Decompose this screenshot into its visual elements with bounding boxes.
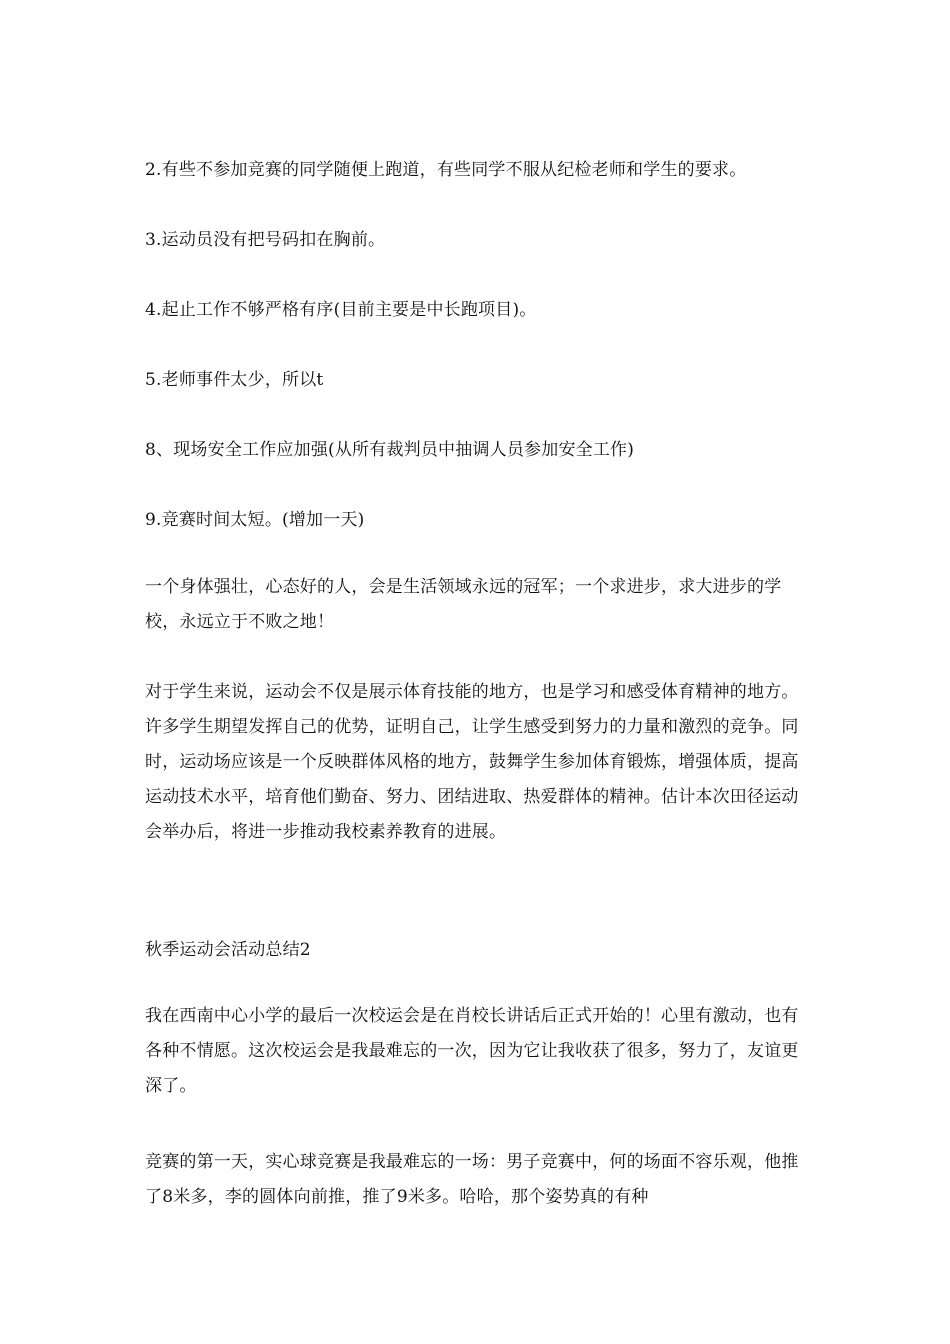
paragraph-item-5: 5.老师事件太少，所以t <box>145 370 324 390</box>
paragraph-item-3: 3.运动员没有把号码扣在胸前。 <box>145 230 386 250</box>
paragraph-motto: 一个身体强壮，心态好的人，会是生活领域永远的冠军；一个求进步，求大进步的学校，永远立于不败之地！ <box>145 577 782 632</box>
paragraph-item-4: 4.起止工作不够严格有序(目前主要是中长跑项目)。 <box>145 300 537 320</box>
paragraph-school-meet: 我在西南中心小学的最后一次校运会是在肖校长讲话后正式开始的！心里有激动，也有各种不情愿。这次校运会是我最难忘的一次，因为它让我收获了很多，努力了，友谊更深了。 <box>145 1006 799 1096</box>
paragraph-item-9: 9.竞赛时间太短。(增加一天) <box>145 510 365 530</box>
paragraph-first-day: 竞赛的第一天，实心球竞赛是我最难忘的一场：男子竞赛中，何的场面不容乐观，他推了8米多，李的圆体向前推，推了9米多。哈哈，那个姿势真的有种 <box>145 1152 799 1207</box>
paragraph-item-8: 8、现场安全工作应加强(从所有裁判员中抽调人员参加安全工作) <box>145 440 635 460</box>
paragraph-sports-meaning: 对于学生来说，运动会不仅是展示体育技能的地方，也是学习和感受体育精神的地方。许多学生期望发挥自己的优势，证明自己，让学生感受到努力的力量和激烈的竞争。同时，运动场应该是一个反映群体风格的地方，鼓舞学生参加体育锻炼，增强体质，提高运动技术水平，培育他们勤奋、努力、团结进取、热爱群体的精神。估计本次田径运动会举办后，将进一步推动我校素养教育的进展。 <box>145 682 799 842</box>
section-heading: 秋季运动会活动总结2 <box>145 940 311 960</box>
paragraph-item-2: 2.有些不参加竞赛的同学随便上跑道，有些同学不服从纪检老师和学生的要求。 <box>145 160 747 180</box>
